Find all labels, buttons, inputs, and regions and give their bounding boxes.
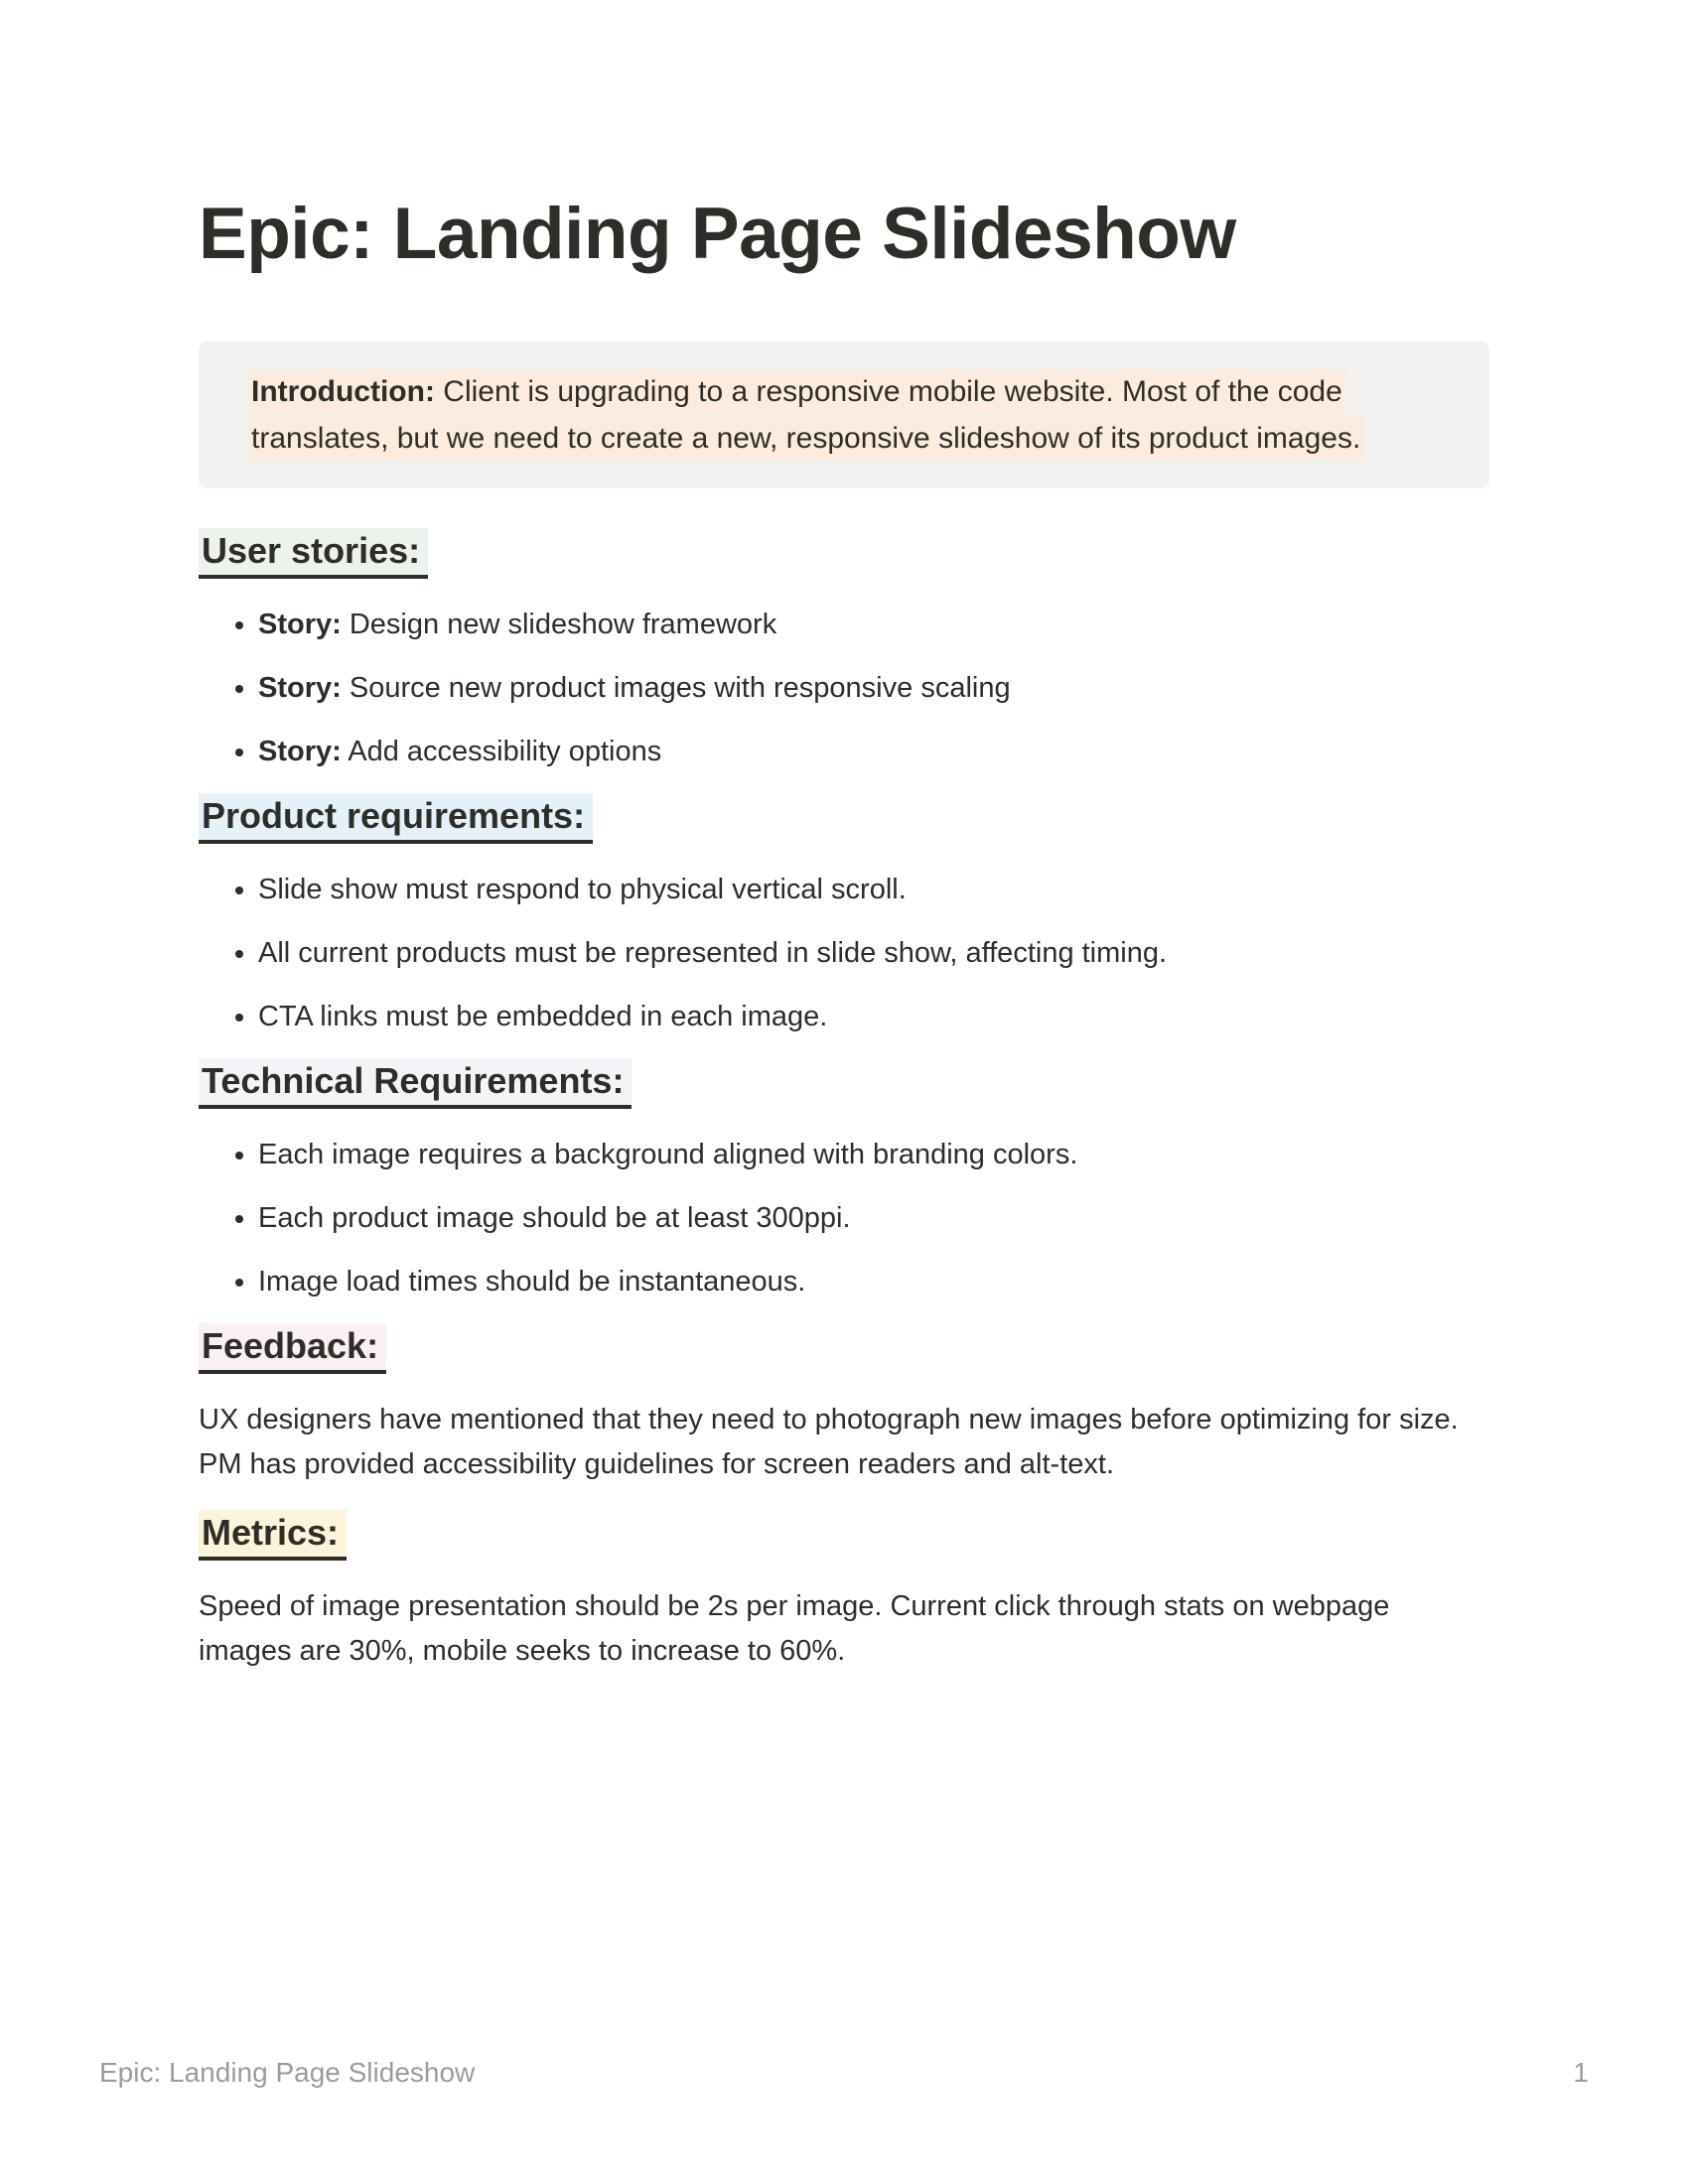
section-technical-requirements xyxy=(199,1058,1489,1304)
section-heading-feedback xyxy=(199,1323,1489,1374)
introduction-highlighted-text xyxy=(248,370,1363,460)
user-stories-list xyxy=(199,603,1489,774)
heading-highlight: User stories: xyxy=(199,528,428,579)
footer-title: Epic: Landing Page Slideshow xyxy=(99,2057,476,2088)
story-text: Add accessibility options xyxy=(348,736,662,767)
list-item: • Each image requires a background aligned with branding colors. xyxy=(258,1133,1489,1177)
section-metrics xyxy=(199,1510,1489,1674)
list-item xyxy=(258,603,1489,647)
list-item: • All current products must be represented in slide show, affecting timing. xyxy=(258,931,1489,976)
list-item: • Image load times should be instantaneous. xyxy=(258,1260,1489,1304)
heading-highlight: Product requirements: xyxy=(199,793,593,844)
list-item: • CTA links must be embedded in each image. xyxy=(258,995,1489,1039)
heading-highlight: Technical Requirements: xyxy=(199,1058,632,1109)
metrics-paragraph: Speed of image presentation should be 2s per image. Current click through stats on webpage images are 30%, mobile seeks to increase to 60%. xyxy=(199,1590,1398,1667)
product-requirements-list xyxy=(199,868,1489,1039)
introduction-callout xyxy=(199,341,1489,488)
story-label: Story: xyxy=(258,609,342,640)
list-item xyxy=(258,666,1489,711)
introduction-label: Introduction: xyxy=(251,375,435,408)
section-heading-product-requirements xyxy=(199,793,1489,844)
section-heading-metrics xyxy=(199,1510,1489,1561)
section-heading-technical-requirements xyxy=(199,1058,1489,1109)
feedback-paragraph: UX designers have mentioned that they need to photograph new images before optimizing for size. PM has provided accessibility guidelines for screen readers and alt-text. xyxy=(199,1404,1475,1480)
story-text: Source new product images with responsive scaling xyxy=(349,672,1011,704)
list-item xyxy=(258,730,1489,774)
section-user-stories xyxy=(199,528,1489,774)
list-item: • Slide show must respond to physical vertical scroll. xyxy=(258,868,1489,912)
section-heading-user-stories xyxy=(199,528,1489,579)
heading-highlight: Metrics: xyxy=(199,1510,347,1561)
section-feedback xyxy=(199,1323,1489,1487)
list-item: • Each product image should be at least 300ppi. xyxy=(258,1196,1489,1241)
page-title: Epic: Landing Page Slideshow xyxy=(199,194,1236,274)
footer-page-number: 1 xyxy=(1573,2057,1589,2088)
section-product-requirements xyxy=(199,793,1489,1039)
footer xyxy=(99,2057,1589,2089)
story-text: Design new slideshow framework xyxy=(349,609,777,640)
introduction-text: Client is upgrading to a responsive mobile website. Most of the code translates, but we need to create a new, responsive slideshow of its product images. xyxy=(251,375,1361,455)
story-label: Story: xyxy=(258,672,342,704)
technical-requirements-list xyxy=(199,1133,1489,1304)
story-label: Story: xyxy=(258,736,342,767)
heading-highlight: Feedback: xyxy=(199,1323,386,1374)
